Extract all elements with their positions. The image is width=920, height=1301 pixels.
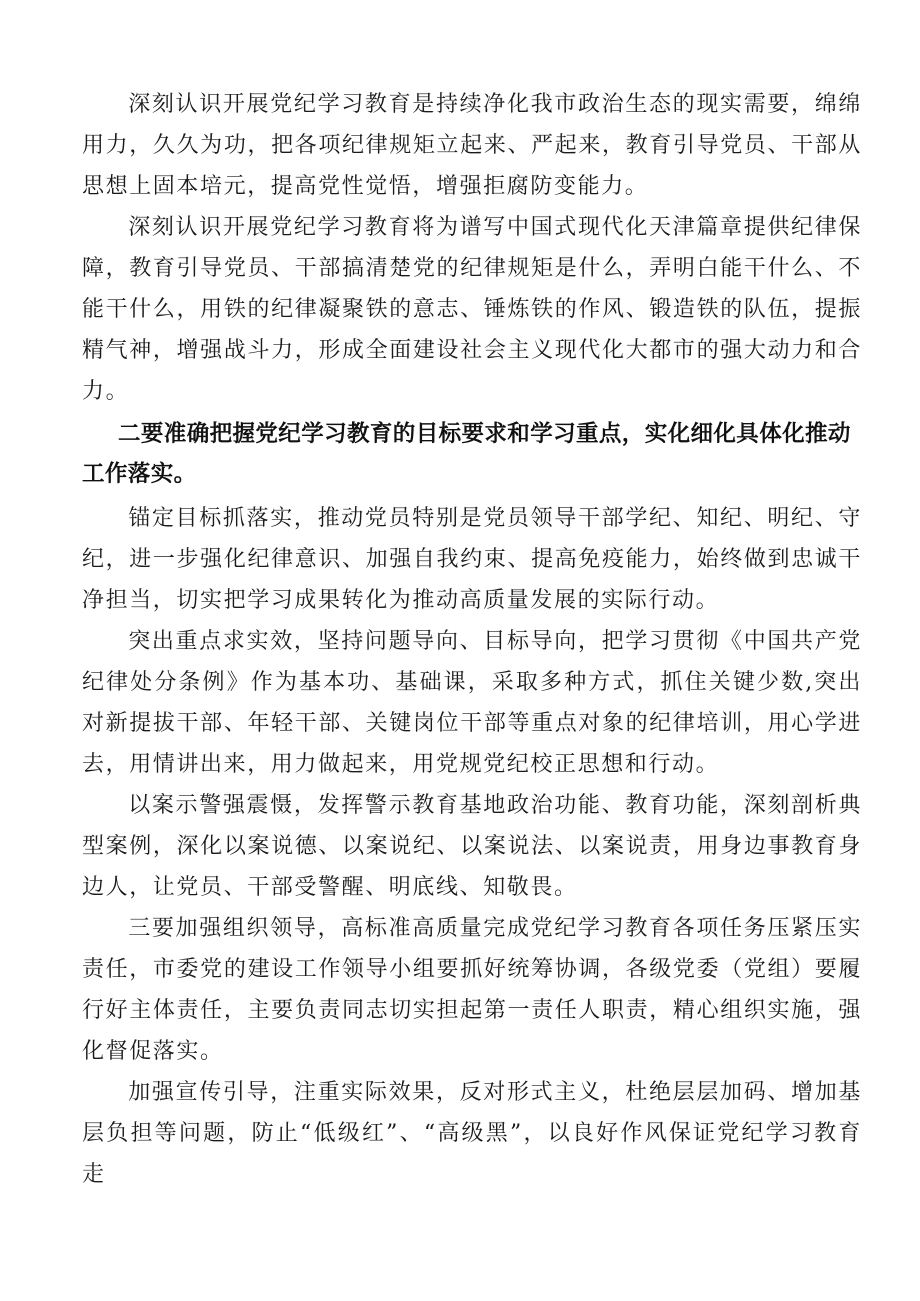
paragraph-5: 以案示警强震慑，发挥警示教育基地政治功能、教育功能，深刻剖析典型案例，深化以案说德、以案说纪、以案说法、以案说责，用身边事教育身边人，让党员、干部受警醒、明底线、知敬畏。 bbox=[82, 793, 862, 900]
paragraph-6: 三要加强组织领导，高标准高质量完成党纪学习教育各项任务压紧压实责任，市委党的建设工作领导小组要抓好统筹协调，各级党委（党组）要履行好主体责任，主要负责同志切实担起第一责任人职责，精心组织实施，强化督促落实。 bbox=[82, 916, 862, 1064]
paragraph-3: 锚定目标抓落实，推动党员特别是党员领导干部学纪、知纪、明纪、守纪，进一步强化纪律意识、加强自我约束、提高免疫能力，始终做到忠诚干净担当，切实把学习成果转化为推动高质量发展的实际行动。 bbox=[82, 506, 862, 613]
paragraph-2: 深刻认识开展党纪学习教育将为谱写中国式现代化天津篇章提供纪律保障，教育引导党员、干部搞清楚党的纪律规矩是什么，弄明白能干什么、不能干什么，用铁的纪律凝聚铁的意志、锤炼铁的作风、锻造铁的队伍，提振精气神，增强战斗力，形成全面建设社会主义现代化大都市的强大动力和合力。 bbox=[82, 215, 862, 404]
paragraph-7: 加强宣传引导，注重实际效果，反对形式主义，杜绝层层加码、增加基层负担等问题，防止“低级红”、“高级黑”，以良好作风保证党纪学习教育走 bbox=[82, 1080, 862, 1187]
section-heading: 二要准确把握党纪学习教育的目标要求和学习重点，实化细化具体化推动工作落实。 bbox=[82, 421, 851, 487]
paragraph-1: 深刻认识开展党纪学习教育是持续净化我市政治生态的现实需要，绵绵用力，久久为功，把各项纪律规矩立起来、严起来，教育引导党员、干部从思想上固本培元，提高党性觉悟，增强拒腐防变能力。 bbox=[82, 92, 862, 199]
paragraph-4: 突出重点求实效，坚持问题导向、目标导向，把学习贯彻《中国共产党纪律处分条例》作为基本功、基础课，采取多种方式，抓住关键少数,突出对新提拔干部、年轻干部、关键岗位干部等重点对象的纪律培训，用心学进去，用情讲出来，用力做起来，用党规党纪校正思想和行动。 bbox=[82, 629, 862, 777]
